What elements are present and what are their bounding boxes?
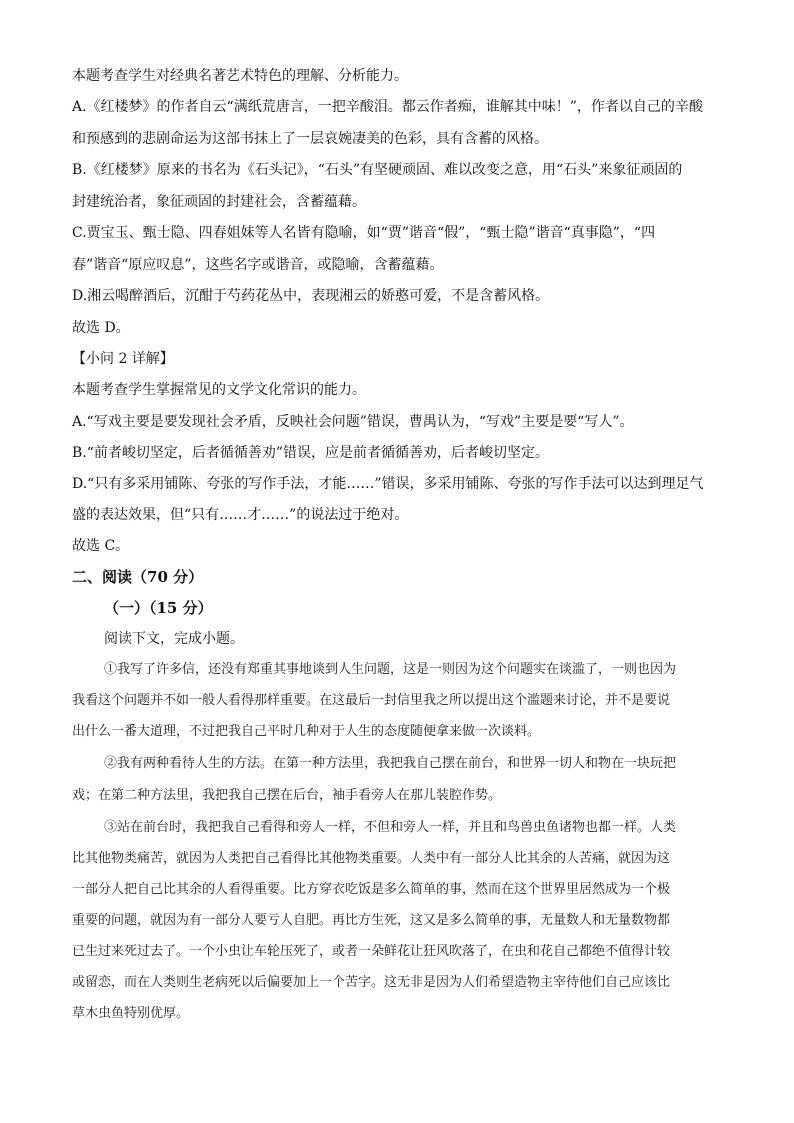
passage-line: ③站在前台时，我把我自己看得和旁人一样，不但和旁人一样，并且和鸟兽虫鱼诸物也都一样。人类	[104, 820, 677, 835]
subquestion-2-heading: 【小问 2 详解】	[72, 351, 174, 367]
passage-line: 或留恋，而在人类则生老病死以后偏要加上一个苦字。这无非是因为人们希望造物主宰待他们自己应该比	[72, 975, 671, 990]
answer-choice-1: 故选 D。	[72, 320, 130, 336]
option-b-line-1: B.《红楼梦》原来的书名为《石头记》，“石头”有坚硬顽固、难以改变之意，用“石头”来象征顽固的	[72, 162, 683, 178]
passage-line: 草木虫鱼特别优厚。	[72, 1006, 190, 1021]
section-title: 二、阅读（70 分）	[72, 568, 204, 586]
passage-line: 戏；在第二种方法里，我把我自己摆在后台，袖手看旁人在那儿装腔作势。	[72, 788, 502, 803]
section-subtitle: （一）（15 分）	[104, 599, 213, 617]
answer-intro-1: 本题考查学生对经典名著艺术特色的理解、分析能力。	[72, 68, 408, 84]
option-c-line-2: 春”谐音“原应叹息”，这些名字或谐音，或隐喻，含蓄蕴藉。	[72, 257, 444, 273]
passage-line: 一部分人把自己比其余的人看得重要。比方穿衣吃饭是多么简单的事，然而在这个世界里居然成为一个极	[72, 882, 671, 897]
option-a-line-1: A.《红楼梦》的作者自云“满纸荒唐言，一把辛酸泪。都云作者痴，谁解其中味！”，作者以自己的辛酸	[72, 99, 703, 115]
option-a-line-2: 和预感到的悲剧命运为这部书抹上了一层哀婉凄美的色彩，具有含蓄的风格。	[72, 131, 548, 147]
answer-intro-2: 本题考查学生掌握常见的文学文化常识的能力。	[72, 382, 366, 398]
passage-line: 我看这个问题并不如一般人看得那样重要。在这最后一封信里我之所以提出这个滥题来讨论，并不是要说	[72, 693, 671, 708]
passage-line: ②我有两种看待人生的方法。在第一种方法里，我把我自己摆在前台，和世界一切人和物在一块玩把	[104, 756, 677, 771]
passage-line: 比其他物类痛苦，就因为人类把自己看得比其他物类重要。人类中有一部分人比其余的人苦痛，就因为这	[72, 851, 671, 866]
option-d-line-1: D.湘云喝醉酒后，沉酣于芍药花丛中，表现湘云的娇憨可爱，不是含蓄风格。	[72, 288, 550, 304]
option-b-explanation: B.“前者峻切坚定，后者循循善劝”错误，应是前者循循善劝，后者峻切坚定。	[72, 445, 550, 461]
option-d-explanation-2: 盛的表达效果，但“只有……才……”的说法过于绝对。	[72, 507, 409, 523]
option-a-explanation: A.“写戏主要是要发现社会矛盾，反映社会问题”错误，曹禺认为，“写戏”主要是要“写人”。	[72, 414, 634, 430]
passage-line: 出什么一番大道理，不过把我自己平时几种对于人生的态度随便拿来做一次谈料。	[72, 724, 541, 739]
option-c-line-1: C.贾宝玉、甄士隐、四春姐妹等人名皆有隐喻，如“贾”谐音“假”，“甄士隐”谐音“真事隐”，“四	[72, 225, 656, 241]
option-b-line-2: 封建统治者，象征顽固的封建社会，含蓄蕴藉。	[72, 194, 366, 210]
passage-line: 已生过来死过去了。一个小虫让车轮压死了，或者一朵鲜花让狂风吹落了，在虫和花自己都绝不值得计较	[72, 944, 671, 959]
reading-instruction: 阅读下文，完成小题。	[104, 631, 244, 647]
passage-line: 重要的问题，就因为有一部分人要亏人自肥。再比方生死，这又是多么简单的事，无量数人和无量数物都	[72, 913, 671, 928]
answer-choice-2: 故选 C。	[72, 538, 130, 554]
passage-line: ①我写了许多信，还没有郑重其事地谈到人生问题，这是一则因为这个问题实在谈滥了，一则也因为	[104, 662, 677, 677]
option-d-explanation-1: D.“只有多采用铺陈、夸张的写作手法，才能……”错误，多采用铺陈、夸张的写作手法可以达到理足气	[72, 476, 704, 492]
